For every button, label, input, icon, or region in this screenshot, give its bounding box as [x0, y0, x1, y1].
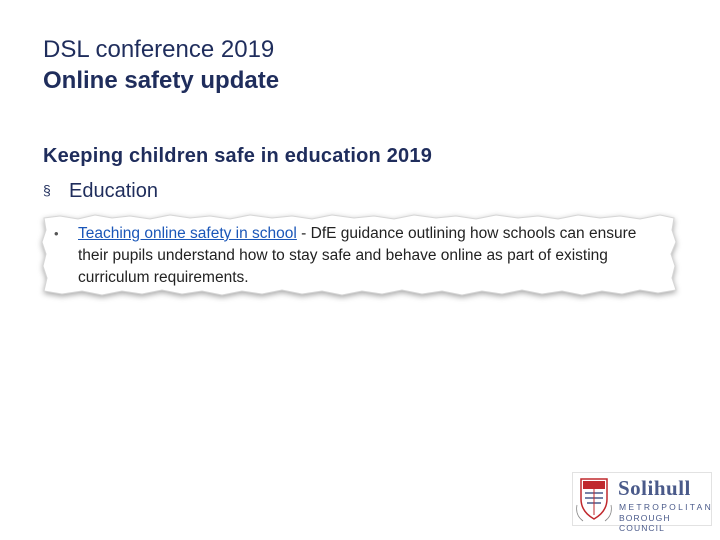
clipping-body: [78, 223, 666, 289]
clipping-description: - DfE guidance outlining how schools can ensure their pupils understand how to stay safe and behave online as part of existing curriculum requirements.: [78, 225, 637, 286]
clipping-bullet: •: [54, 226, 59, 241]
slide-title: [43, 34, 279, 96]
teaching-online-safety-link[interactable]: Teaching online safety in school: [78, 225, 297, 242]
bullet-marker: §: [43, 182, 51, 198]
council-crest-icon: [575, 475, 613, 523]
clipping-text: [54, 223, 666, 289]
logo-subline-2: BOROUGH COUNCIL: [619, 513, 671, 533]
torn-paper-clipping: [40, 212, 678, 298]
section-heading: Keeping children safe in education 2019: [43, 145, 433, 167]
bullet-text: Education: [69, 180, 158, 202]
bullet-item-education: [43, 180, 158, 203]
logo-wordmark: Solihull: [618, 476, 691, 500]
logo-subline-1: METROPOLITAN: [619, 502, 714, 512]
solihull-council-logo: [572, 472, 714, 533]
title-line-2: Online safety update: [43, 67, 280, 94]
title-line-1: DSL conference 2019: [43, 36, 275, 63]
